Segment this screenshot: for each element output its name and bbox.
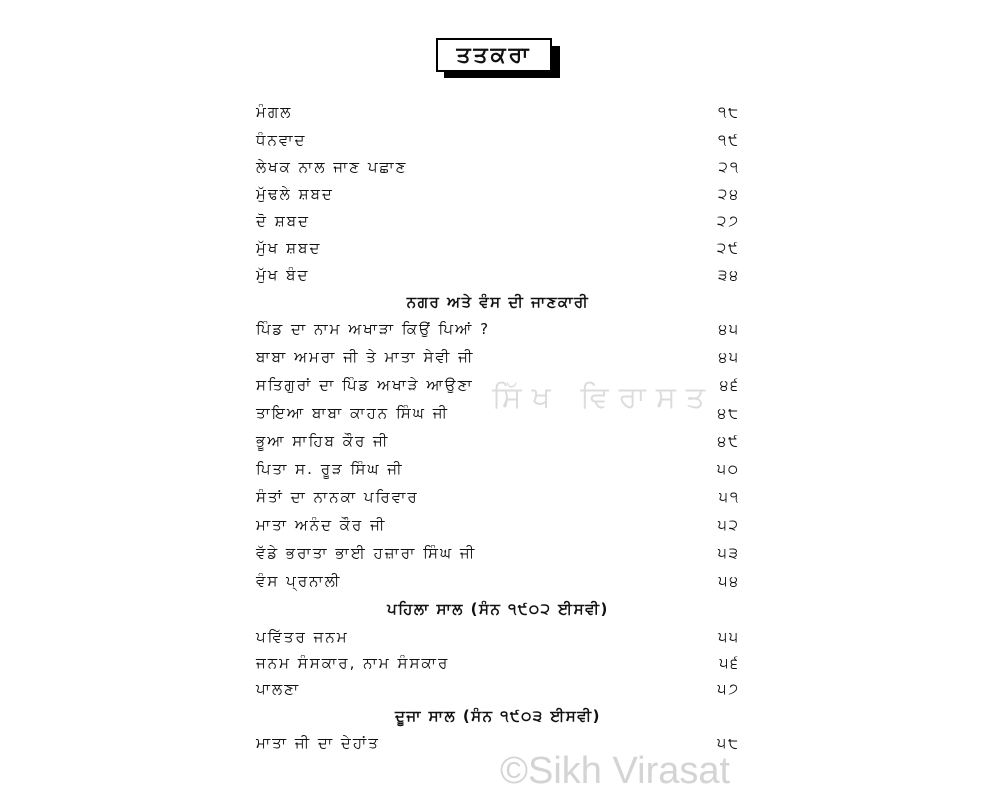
entry-page: ੨੧ (718, 158, 740, 176)
watermark-center: ਸਿੱਖ ਵਿਰਾਸਤ (492, 380, 715, 415)
entry-page: ੫੭ (717, 680, 740, 698)
entry-label: ਮੁੱਢਲੇ ਸ਼ਬਦ (256, 185, 334, 203)
entry-label: ਪਿੰਡ ਦਾ ਨਾਮ ਅਖਾੜਾ ਕਿਉਂ ਪਿਆਂ ? (256, 320, 491, 338)
entry-page: ੪੮ (717, 404, 740, 422)
entry-label: ਧੰਨਵਾਦ (256, 131, 307, 149)
entry-page: ੩੪ (718, 266, 740, 284)
entry-page: ੧੯ (718, 131, 740, 149)
toc-entry (256, 540, 740, 566)
entry-label: ਮੁੱਖ ਬੰਦ (256, 266, 310, 284)
toc-entry (256, 456, 740, 482)
section-heading: ਨਗਰ ਅਤੇ ਵੰਸ ਦੀ ਜਾਣਕਾਰੀ (406, 293, 590, 311)
toc-entry (256, 262, 740, 288)
entry-page: ੫੨ (717, 516, 740, 534)
toc-entry (256, 372, 740, 398)
toc-entry (256, 154, 740, 180)
entry-label: ਮਾਤਾ ਜੀ ਦਾ ਦੇਹਾਂਤ (256, 734, 380, 752)
entry-label: ਮਾਤਾ ਅਨੰਦ ਕੌਰ ਜੀ (256, 516, 387, 534)
toc-title: ਤਤਕਰਾ (436, 38, 552, 72)
section-heading: ਪਹਿਲਾ ਸਾਲ (ਸੰਨ ੧੯੦੨ ਈਸਵੀ) (387, 600, 609, 618)
toc-entry (256, 676, 740, 702)
entry-page: ੪੯ (717, 432, 740, 450)
toc-entry (256, 99, 740, 125)
toc-entry (256, 181, 740, 207)
entry-label: ਬਾਬਾ ਅਮਰਾ ਜੀ ਤੇ ਮਾਤਾ ਸੇਵੀ ਜੀ (256, 348, 475, 366)
entry-label: ਜਨਮ ਸੰਸਕਾਰ, ਨਾਮ ਸੰਸਕਾਰ (256, 654, 450, 672)
entry-label: ਲੇਖਕ ਨਾਲ ਜਾਣ ਪਛਾਣ (256, 158, 408, 176)
entry-label: ਮੁੱਖ ਸ਼ਬਦ (256, 239, 322, 257)
entry-page: ੫੦ (717, 460, 740, 478)
toc-entry (256, 208, 740, 234)
toc-entry (256, 400, 740, 426)
toc-entry (256, 484, 740, 510)
entry-label: ਸੰਤਾਂ ਦਾ ਨਾਨਕਾ ਪਰਿਵਾਰ (256, 488, 419, 506)
entry-label: ਭੂਆ ਸਾਹਿਬ ਕੌਰ ਜੀ (256, 432, 390, 450)
toc-entry (256, 650, 740, 676)
toc-entry (256, 624, 740, 650)
entry-page: ੧੮ (717, 103, 740, 121)
entry-page: ੫੫ (718, 628, 740, 646)
entry-label: ਪਾਲਣਾ (256, 680, 301, 698)
toc-entry (256, 127, 740, 153)
section-heading: ਦੂਜਾ ਸਾਲ (ਸੰਨ ੧੯੦੩ ਈਸਵੀ) (394, 707, 602, 725)
entry-label: ਵੰਸ ਪ੍ਰਨਾਲੀ (256, 572, 342, 590)
entry-label: ਪਵਿੱਤਰ ਜਨਮ (256, 628, 349, 646)
entry-page: ੫੬ (719, 654, 740, 672)
entry-page: ੫੧ (719, 488, 740, 506)
entry-label: ਸਤਿਗੁਰਾਂ ਦਾ ਪਿੰਡ ਅਖਾੜੇ ਆਉਣਾ (256, 376, 474, 394)
entry-label: ਪਿਤਾ ਸ. ਰੂੜ ਸਿੰਘ ਜੀ (256, 460, 404, 478)
entry-page: ੨੭ (716, 212, 740, 230)
entry-page: ੫੩ (717, 544, 740, 562)
toc-entry (256, 428, 740, 454)
entry-page: ੨੯ (716, 239, 740, 257)
entry-page: ੪੫ (718, 320, 740, 338)
toc-entry (256, 316, 740, 342)
toc-entry (256, 568, 740, 594)
toc-entry (256, 235, 740, 261)
watermark-bottom: ©Sikh Virasat (500, 750, 731, 792)
entry-label: ਮੰਗਲ (256, 103, 293, 121)
entry-page: ੨੪ (718, 185, 740, 203)
toc-entry (256, 344, 740, 370)
entry-page: ੫੪ (718, 572, 740, 590)
entry-page: ੪੫ (718, 348, 740, 366)
entry-page: ੫੮ (717, 734, 740, 752)
entry-page: ੪੬ (719, 376, 740, 394)
toc-title-box (436, 38, 552, 72)
entry-label: ਤਾਇਆ ਬਾਬਾ ਕਾਹਨ ਸਿੰਘ ਜੀ (256, 404, 450, 422)
entry-label: ਵੱਡੇ ਭਰਾਤਾ ਭਾਈ ਹਜ਼ਾਰਾ ਸਿੰਘ ਜੀ (256, 544, 477, 562)
entry-label: ਦੋ ਸ਼ਬਦ (256, 212, 310, 230)
toc-entry (256, 512, 740, 538)
